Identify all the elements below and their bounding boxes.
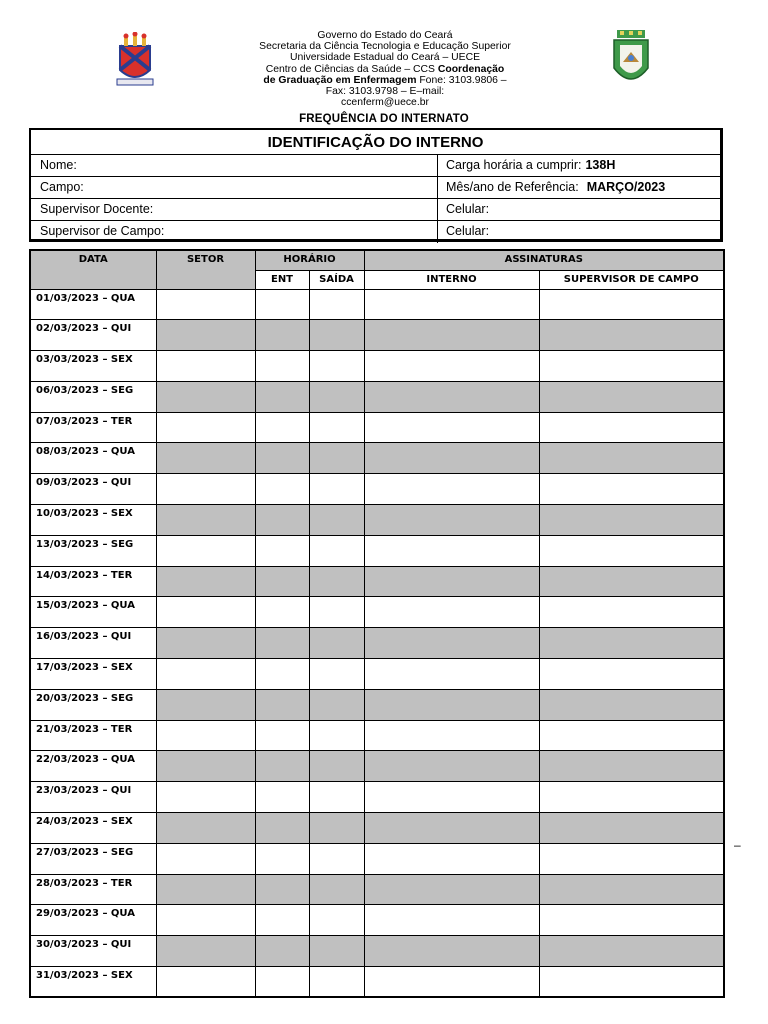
referencia-cell: [437, 177, 725, 198]
interno-signature-cell: [364, 381, 539, 412]
referencia-label: Mês/ano de Referência:: [446, 180, 579, 194]
row-date: 21/03/2023 – TER: [30, 720, 156, 751]
saida-cell: [309, 659, 364, 690]
ent-cell: [255, 905, 309, 936]
header-line-3: Universidade Estadual do Ceará – UECE: [289, 52, 481, 64]
setor-cell: [156, 967, 255, 998]
ent-cell: [255, 443, 309, 474]
header-horario: HORÁRIO: [255, 250, 364, 270]
supervisor-signature-cell: [539, 351, 724, 382]
table-row: [30, 689, 724, 720]
ent-cell: [255, 782, 309, 813]
row-date: 24/03/2023 – SEX: [30, 813, 156, 844]
interno-signature-cell: [364, 474, 539, 505]
row-date: 03/03/2023 – SEX: [30, 351, 156, 382]
row-date: 13/03/2023 – SEG: [30, 535, 156, 566]
supervisor-signature-cell: [539, 659, 724, 690]
interno-signature-cell: [364, 905, 539, 936]
ent-cell: [255, 351, 309, 382]
row-date: 07/03/2023 – TER: [30, 412, 156, 443]
saida-cell: [309, 289, 364, 320]
setor-cell: [156, 566, 255, 597]
saida-cell: [309, 689, 364, 720]
table-row: [30, 936, 724, 967]
supervisor-signature-cell: [539, 905, 724, 936]
table-row: [30, 597, 724, 628]
setor-cell: [156, 874, 255, 905]
ident-row-nome: [31, 155, 720, 177]
setor-cell: [156, 936, 255, 967]
row-date: 17/03/2023 – SEX: [30, 659, 156, 690]
setor-cell: [156, 412, 255, 443]
ceara-coat-of-arms-logo: [611, 28, 651, 90]
interno-signature-cell: [364, 443, 539, 474]
celular-2-cell: [437, 221, 725, 243]
interno-signature-cell: [364, 813, 539, 844]
table-row: [30, 905, 724, 936]
supervisor-signature-cell: [539, 843, 724, 874]
interno-signature-cell: [364, 967, 539, 998]
celular-1-label: Celular:: [446, 202, 490, 216]
row-date: 10/03/2023 – SEX: [30, 505, 156, 536]
setor-cell: [156, 843, 255, 874]
table-row: [30, 381, 724, 412]
saida-cell: [309, 782, 364, 813]
table-row: [30, 628, 724, 659]
saida-cell: [309, 566, 364, 597]
header-setor: SETOR: [156, 250, 255, 289]
supervisor-signature-cell: [539, 443, 724, 474]
interno-signature-cell: [364, 351, 539, 382]
table-row: [30, 813, 724, 844]
saida-cell: [309, 412, 364, 443]
interno-signature-cell: [364, 628, 539, 659]
ent-cell: [255, 505, 309, 536]
table-row: [30, 535, 724, 566]
setor-cell: [156, 443, 255, 474]
row-date: 14/03/2023 – TER: [30, 566, 156, 597]
ent-cell: [255, 813, 309, 844]
carga-label: Carga horária a cumprir:: [446, 158, 582, 172]
header-ent: ENT: [255, 270, 309, 289]
table-row: [30, 720, 724, 751]
campo-label: Campo:: [40, 180, 84, 194]
interno-signature-cell: [364, 412, 539, 443]
supervisor-signature-cell: [539, 535, 724, 566]
setor-cell: [156, 320, 255, 351]
saida-cell: [309, 843, 364, 874]
interno-signature-cell: [364, 320, 539, 351]
saida-cell: [309, 751, 364, 782]
setor-cell: [156, 720, 255, 751]
ent-cell: [255, 628, 309, 659]
supervisor-signature-cell: [539, 967, 724, 998]
carga-value: 138H: [585, 158, 616, 172]
table-row: [30, 967, 724, 998]
supervisor-signature-cell: [539, 936, 724, 967]
row-date: 22/03/2023 – QUA: [30, 751, 156, 782]
ident-row-campo: [31, 177, 720, 199]
table-row: [30, 289, 724, 320]
setor-cell: [156, 628, 255, 659]
row-date: 02/03/2023 – QUI: [30, 320, 156, 351]
table-row: [30, 659, 724, 690]
interno-signature-cell: [364, 566, 539, 597]
saida-cell: [309, 967, 364, 998]
interno-signature-cell: [364, 720, 539, 751]
row-date: 20/03/2023 – SEG: [30, 689, 156, 720]
ent-cell: [255, 967, 309, 998]
supervisor-signature-cell: [539, 474, 724, 505]
table-row: [30, 782, 724, 813]
saida-cell: [309, 535, 364, 566]
identification-box: [29, 128, 723, 242]
row-date: 27/03/2023 – SEG: [30, 843, 156, 874]
supervisor-signature-cell: [539, 597, 724, 628]
saida-cell: [309, 505, 364, 536]
attendance-body: [30, 289, 724, 997]
institution-header: [230, 30, 540, 108]
supervisor-signature-cell: [539, 751, 724, 782]
table-row: [30, 351, 724, 382]
row-date: 31/03/2023 – SEX: [30, 967, 156, 998]
ent-cell: [255, 874, 309, 905]
ent-cell: [255, 689, 309, 720]
supervisor-signature-cell: [539, 628, 724, 659]
row-date: 30/03/2023 – QUI: [30, 936, 156, 967]
setor-cell: [156, 381, 255, 412]
setor-cell: [156, 535, 255, 566]
saida-cell: [309, 628, 364, 659]
setor-cell: [156, 597, 255, 628]
table-row: [30, 412, 724, 443]
ent-cell: [255, 412, 309, 443]
row-date: 06/03/2023 – SEG: [30, 381, 156, 412]
interno-signature-cell: [364, 751, 539, 782]
table-row: [30, 505, 724, 536]
referencia-value: MARÇO/2023: [586, 180, 666, 194]
setor-cell: [156, 289, 255, 320]
header-line-6: Fax: 3103.9798 – E–mail:: [325, 86, 445, 98]
header-assinaturas: ASSINATURAS: [364, 250, 724, 270]
table-row: [30, 843, 724, 874]
setor-cell: [156, 659, 255, 690]
ent-cell: [255, 751, 309, 782]
row-date: 28/03/2023 – TER: [30, 874, 156, 905]
row-date: 01/03/2023 – QUA: [30, 289, 156, 320]
saida-cell: [309, 813, 364, 844]
interno-signature-cell: [364, 505, 539, 536]
saida-cell: [309, 905, 364, 936]
carga-cell: [437, 155, 725, 176]
setor-cell: [156, 689, 255, 720]
interno-signature-cell: [364, 597, 539, 628]
identification-title: IDENTIFICAÇÃO DO INTERNO: [31, 130, 720, 155]
interno-signature-cell: [364, 535, 539, 566]
ent-cell: [255, 843, 309, 874]
table-row: [30, 751, 724, 782]
ent-cell: [255, 474, 309, 505]
header-data: DATA: [30, 250, 156, 289]
row-date: 09/03/2023 – QUI: [30, 474, 156, 505]
setor-cell: [156, 813, 255, 844]
supervisor-signature-cell: [539, 566, 724, 597]
interno-signature-cell: [364, 936, 539, 967]
setor-cell: [156, 351, 255, 382]
row-date: 15/03/2023 – QUA: [30, 597, 156, 628]
ent-cell: [255, 320, 309, 351]
ent-cell: [255, 597, 309, 628]
supervisor-signature-cell: [539, 320, 724, 351]
setor-cell: [156, 751, 255, 782]
interno-signature-cell: [364, 782, 539, 813]
saida-cell: [309, 381, 364, 412]
attendance-table: [29, 249, 725, 998]
row-date: 08/03/2023 – QUA: [30, 443, 156, 474]
ent-cell: [255, 535, 309, 566]
uece-crest-logo: [114, 32, 156, 88]
supervisor-signature-cell: [539, 689, 724, 720]
saida-cell: [309, 474, 364, 505]
supervisor-signature-cell: [539, 505, 724, 536]
setor-cell: [156, 905, 255, 936]
saida-cell: [309, 320, 364, 351]
saida-cell: [309, 720, 364, 751]
ent-cell: [255, 381, 309, 412]
interno-signature-cell: [364, 659, 539, 690]
supervisor-campo-label: Supervisor de Campo:: [40, 224, 165, 238]
saida-cell: [309, 874, 364, 905]
table-row: [30, 874, 724, 905]
saida-cell: [309, 936, 364, 967]
ent-cell: [255, 566, 309, 597]
supervisor-signature-cell: [539, 720, 724, 751]
header-line-1: Governo do Estado do Ceará: [317, 30, 453, 41]
row-date: 23/03/2023 – QUI: [30, 782, 156, 813]
side-mark: –: [734, 838, 741, 852]
header-line-4: Centro de Ciências da Saúde – CCS Coordenação: [265, 63, 505, 75]
header-saida: SAÍDA: [309, 270, 364, 289]
saida-cell: [309, 597, 364, 628]
interno-signature-cell: [364, 689, 539, 720]
nome-label: Nome:: [40, 158, 77, 172]
header-supervisor-campo: SUPERVISOR DE CAMPO: [539, 270, 724, 289]
table-row: [30, 566, 724, 597]
saida-cell: [309, 443, 364, 474]
ident-row-supervisor-campo: [31, 221, 720, 243]
supervisor-signature-cell: [539, 289, 724, 320]
header-interno: INTERNO: [364, 270, 539, 289]
setor-cell: [156, 474, 255, 505]
setor-cell: [156, 782, 255, 813]
header-line-2: Secretaria da Ciência Tecnologia e Educação Superior: [259, 41, 511, 53]
document-title: FREQUÊNCIA DO INTERNATO: [299, 113, 469, 125]
header-line-5: de Graduação em Enfermagem Fone: 3103.9806 –: [263, 74, 507, 86]
setor-cell: [156, 505, 255, 536]
saida-cell: [309, 351, 364, 382]
celular-2-label: Celular:: [446, 224, 490, 238]
celular-1-cell: [437, 199, 725, 220]
supervisor-docente-label: Supervisor Docente:: [40, 202, 154, 216]
interno-signature-cell: [364, 843, 539, 874]
ent-cell: [255, 720, 309, 751]
row-date: 16/03/2023 – QUI: [30, 628, 156, 659]
ent-cell: [255, 659, 309, 690]
supervisor-signature-cell: [539, 782, 724, 813]
header-email: ccenferm@uece.br: [341, 97, 429, 109]
ent-cell: [255, 936, 309, 967]
ident-row-supervisor-docente: [31, 199, 720, 221]
supervisor-signature-cell: [539, 874, 724, 905]
interno-signature-cell: [364, 289, 539, 320]
supervisor-signature-cell: [539, 412, 724, 443]
supervisor-signature-cell: [539, 813, 724, 844]
row-date: 29/03/2023 – QUA: [30, 905, 156, 936]
supervisor-signature-cell: [539, 381, 724, 412]
table-row: [30, 474, 724, 505]
interno-signature-cell: [364, 874, 539, 905]
table-row: [30, 320, 724, 351]
table-row: [30, 443, 724, 474]
ent-cell: [255, 289, 309, 320]
